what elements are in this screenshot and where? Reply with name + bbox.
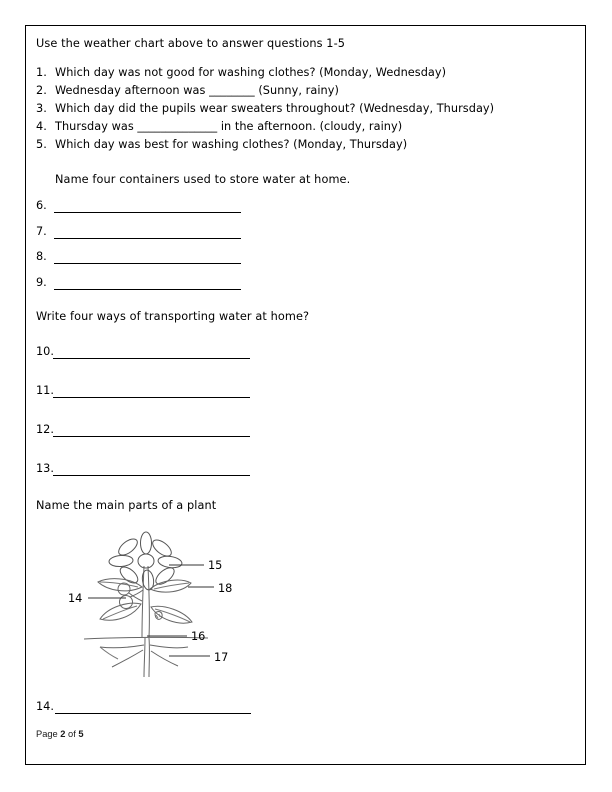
answer-line[interactable]: [53, 397, 250, 398]
answer-row-14[interactable]: [36, 697, 536, 719]
answer-row[interactable]: [36, 459, 536, 498]
question-item: [36, 82, 536, 100]
answer-number: 10.: [36, 345, 54, 359]
answer-line[interactable]: [53, 475, 250, 476]
answer-row[interactable]: [36, 420, 536, 459]
footer-total-pages: 5: [78, 729, 84, 739]
answer-row[interactable]: [36, 273, 536, 299]
answer-number: 11.: [36, 384, 54, 398]
answer-number: 9.: [36, 275, 47, 289]
plant-label-bud: 14: [68, 592, 83, 606]
plant-label-root: 17: [214, 651, 229, 665]
transport-heading: Write four ways of transporting water at home?: [36, 310, 310, 324]
answer-line[interactable]: [55, 713, 251, 714]
answer-number: 14.: [36, 700, 54, 714]
plant-heading: Name the main parts of a plant: [36, 499, 217, 513]
answer-row[interactable]: [36, 342, 536, 381]
answer-row[interactable]: [36, 222, 536, 248]
answer-line[interactable]: [54, 238, 241, 239]
question-item: [36, 100, 536, 118]
answer-number: 8.: [36, 250, 47, 264]
plant-label-leaf: 18: [218, 582, 233, 596]
footer-current-page: 2: [60, 729, 66, 739]
question-text: Thursday was ______________ in the afternoon. (cloudy, rainy): [55, 120, 403, 134]
plant-diagram: [36, 519, 296, 679]
answer-line[interactable]: [53, 436, 250, 437]
answer-line[interactable]: [53, 358, 250, 359]
question-item: [36, 118, 536, 136]
answer-number: 7.: [36, 224, 47, 238]
page-footer: [36, 729, 84, 739]
question-text: Which day was not good for washing clothes? (Monday, Wednesday): [55, 66, 447, 79]
question-number: 3.: [36, 102, 47, 116]
question-item: [36, 136, 536, 154]
question-text: Wednesday afternoon was ________ (Sunny, rainy): [55, 84, 339, 98]
question-text: Which day was best for washing clothes? (Monday, Thursday): [55, 138, 408, 152]
answer-row[interactable]: [36, 247, 536, 273]
plant-label-flower: 15: [208, 559, 223, 573]
question-number: 1.: [36, 66, 47, 79]
question-number: 2.: [36, 84, 47, 98]
answer-number: 12.: [36, 423, 54, 437]
questions-list: [36, 64, 536, 154]
plant-label-stem: 16: [191, 630, 206, 644]
footer-prefix: Page: [36, 729, 61, 739]
question-number: 4.: [36, 120, 47, 134]
answer-number: 6.: [36, 199, 47, 213]
answer-number: 13.: [36, 462, 54, 476]
answer-blanks-10-13: [36, 342, 536, 498]
question-number: 5.: [36, 138, 47, 152]
answer-row[interactable]: [36, 196, 536, 222]
answer-row[interactable]: [36, 381, 536, 420]
answer-line[interactable]: [54, 263, 241, 264]
containers-heading: Name four containers used to store water at home.: [55, 173, 351, 187]
worksheet-content: [36, 37, 536, 719]
question-item: [36, 64, 536, 82]
answer-line[interactable]: [54, 212, 241, 213]
answer-line[interactable]: [54, 289, 241, 290]
answer-blanks-6-9: [36, 196, 536, 298]
question-text: Which day did the pupils wear sweaters throughout? (Wednesday, Thursday): [55, 102, 495, 116]
intro-instruction: Use the weather chart above to answer questions 1-5: [36, 37, 346, 50]
footer-middle: of: [65, 729, 79, 739]
